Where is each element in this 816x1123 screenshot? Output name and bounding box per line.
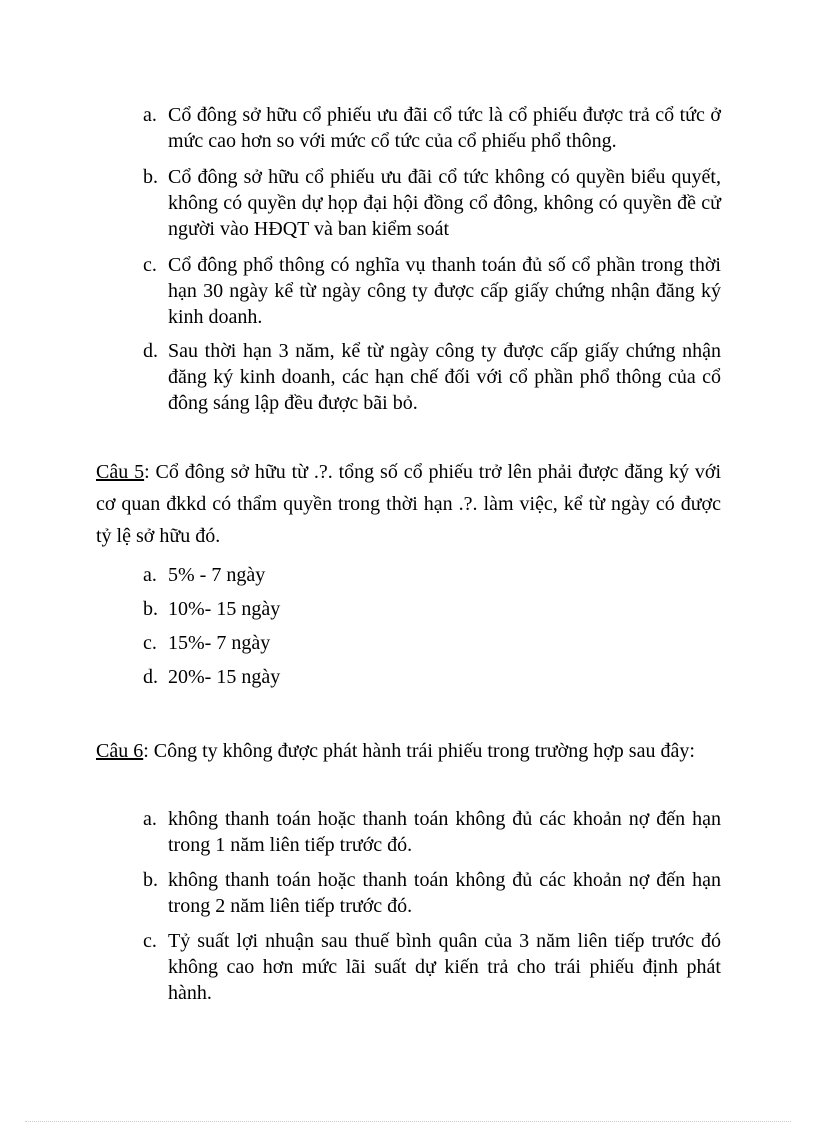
- option-letter: c.: [143, 632, 157, 654]
- question-6: [96, 735, 721, 767]
- question-5: [96, 456, 721, 552]
- option-letter: b.: [143, 166, 158, 188]
- q5-option-a: [143, 562, 721, 588]
- option-text: Cổ đông phổ thông có nghĩa vụ thanh toán đủ số cổ phần trong thời hạn 30 ngày kể từ ngày công ty được cấp giấy chứng nhận đăng ký kinh doanh.: [168, 254, 721, 328]
- option-letter: d.: [143, 340, 158, 362]
- option-letter: a.: [143, 808, 157, 830]
- option-text: 5% - 7 ngày: [168, 564, 266, 586]
- option-text: 20%- 15 ngày: [168, 666, 281, 688]
- option-letter: c.: [143, 254, 157, 276]
- option-letter: d.: [143, 666, 158, 688]
- q6-option-c: [143, 928, 721, 1006]
- option-letter: b.: [143, 598, 158, 620]
- option-letter: a.: [143, 564, 157, 586]
- q5-option-b: [143, 596, 721, 622]
- q4-option-c: [143, 252, 721, 330]
- question-label: Câu 5: [96, 461, 145, 483]
- page-bottom-divider: [25, 1121, 791, 1122]
- question-text: : Công ty không được phát hành trái phiếu trong trường hợp sau đây:: [143, 740, 695, 762]
- q6-option-b: [143, 867, 721, 919]
- option-text: Sau thời hạn 3 năm, kể từ ngày công ty được cấp giấy chứng nhận đăng ký kinh doanh, các hạn chế đối với cổ phần phổ thông của cổ đông sáng lập đều được bãi bỏ.: [168, 340, 721, 414]
- option-text: không thanh toán hoặc thanh toán không đủ các khoản nợ đến hạn trong 2 năm liên tiếp trước đó.: [168, 869, 721, 917]
- option-letter: a.: [143, 104, 157, 126]
- q5-option-c: [143, 630, 721, 656]
- q5-option-d: [143, 664, 721, 690]
- option-letter: c.: [143, 930, 157, 952]
- q4-option-a: [143, 102, 721, 154]
- option-text: không thanh toán hoặc thanh toán không đủ các khoản nợ đến hạn trong 1 năm liên tiếp trước đó.: [168, 808, 721, 856]
- option-text: 10%- 15 ngày: [168, 598, 281, 620]
- q4-option-b: [143, 164, 721, 242]
- option-letter: b.: [143, 869, 158, 891]
- option-text: 15%- 7 ngày: [168, 632, 271, 654]
- option-text: Cổ đông sở hữu cổ phiếu ưu đãi cổ tức là cổ phiếu được trả cổ tức ở mức cao hơn so với mức cổ tức của cổ phiếu phổ thông.: [168, 104, 721, 152]
- option-text: Cổ đông sở hữu cổ phiếu ưu đãi cổ tức không có quyền biểu quyết, không có quyền dự họp đại hội đồng cổ đông, không có quyền đề cử người vào HĐQT và ban kiểm soát: [168, 166, 721, 240]
- option-text: Tỷ suất lợi nhuận sau thuế bình quân của 3 năm liên tiếp trước đó không cao hơn mức lãi suất dự kiến trả cho trái phiếu định phát hành.: [168, 930, 721, 1004]
- q6-option-a: [143, 806, 721, 858]
- q4-option-d: [143, 338, 721, 416]
- question-text: : Cổ đông sở hữu từ .?. tổng số cổ phiếu trở lên phải được đăng ký với cơ quan đkkd có thẩm quyền trong thời hạn .?. làm việc, kể từ ngày có được tỷ lệ sở hữu đó.: [96, 461, 722, 547]
- question-label: Câu 6: [96, 740, 144, 762]
